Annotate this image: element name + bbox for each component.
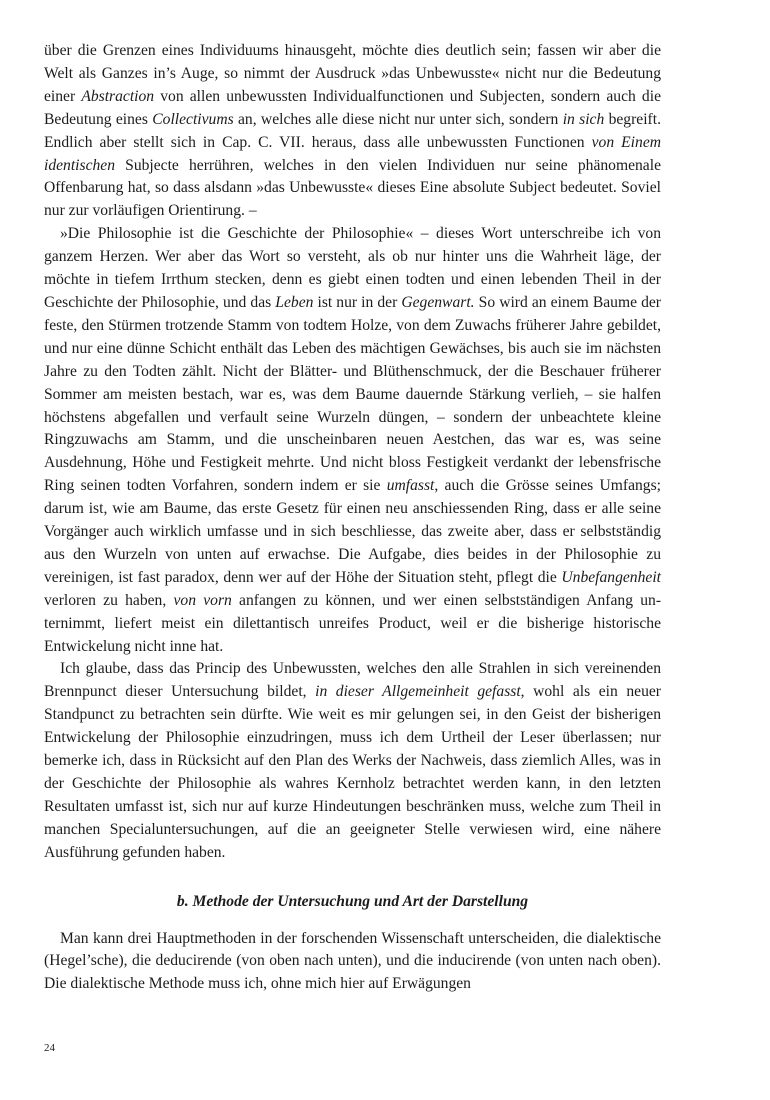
emphasized-text: in sich (562, 110, 605, 128)
text-run: Man kann drei Hauptmethoden in der forschenden Wissenschaft unterscheiden, die dialektische (Hegel’sche), die deducirende (von oben nach unten), und die inducirende (von unten nach oben). Die dialektische Methode muss ich, ohne mich hier auf Erwägungen (44, 929, 661, 993)
text-run: , wohl als ein neuer Standpunct zu betrachten sein dürfte. Wie weit es mir gelungen sei, in den Geist der bisherigen Entwickelung der Philosophie einzudringen, muss ich dem Urtheil der Leser überlassen; nur bemerke ich, dass in Rücksicht auf den Plan des Werks der Nachweis, dass ziemlich Alles, was in der Geschichte der Philosophie als wahres Kernholz betrachtet werden kann, in den letzten Resultaten umfasst ist, sich nur auf kurze Hindeutungen beschränken muss, welche zum Theil in manchen Specialuntersuchungen, auf die an geeigneter Stelle verwiesen wird, eine nähere Ausführung gefunden haben. (44, 683, 661, 861)
text-run: So wird an einem Baume der feste, den Stürmen trotzende Stamm von todtem Holze, von dem Zuwachs früherer Jahre gebildet, und nur eine dünne Schicht enthält das Leben des mächtigen Gewächses, bis auch sie im nächsten Jahre zu den Todten zählt. Nicht der Blätter- und Blüthenschmuck, der die Beschauer früherer Sommer am meisten bestach, war es, was dem Baume dauernde Stärkung verlieh, – sie halfen höchstens abgefallen und verfault seine Wurzeln düngen, – sondern der unbeachtete kleine Ringzuwachs am Stamm, und die unscheinbaren neuen Aestchen, das war es, was seine Ausdehnung, Höhe und Festigkeit mehrte. Und nicht bloss Festigkeit verdankt der lebensfrische Ring seinen todten Vorfahren, sondern indem er sie (44, 293, 661, 495)
page-number: 24 (44, 1042, 55, 1054)
text-run: über die Grenzen eines Individuums hinausgeht, möchte dies deutlich sein; fassen wir aber die Welt als Ganzes in’s Auge, so nimmt der Ausdruck »das Unbewusste« nicht nur die Bedeutung einer (44, 42, 661, 105)
emphasized-text: umfasst (386, 477, 435, 495)
section-heading: b. Methode der Untersuchung und Art der Darstellung (176, 892, 529, 910)
text-run: an, welches alle diese nicht nur unter sich, sondern (233, 110, 563, 128)
text-run: , auch die Grösse seines Umfangs; darum ist, wie am Baume, das erste Gesetz für einen neu anschiessenden Ring, dass er alle seine Vorgänger auch wirklich umfasse und in sich beschliesse, das zweite aber, dass er selbstständig aus den Wurzeln von unten auf erwachse. Die Aufgabe, dies beides in der Philosophie zu vereinigen, ist fast paradox, denn wer auf der Höhe der Situation steht, pflegt die (44, 477, 662, 586)
emphasized-text: Leben (275, 293, 314, 311)
emphasized-text: Unbefangenheit (561, 568, 661, 586)
book-page (44, 40, 661, 996)
text-run: »Die Philosophie ist die Geschichte der Philosophie« – dieses Wort unterschreibe ich von ganzem Herzen. Wer aber das Wort so versteht, als ob nur hinter uns die Wahrheit läge, der möchte in tiefem Irrthum stecken, denn es giebt einen todten und einen lebenden Theil in der Geschichte der Philosophie, und das (44, 225, 661, 311)
emphasized-text: von Einem identischen (44, 133, 661, 174)
body-paragraph (44, 223, 661, 658)
body-paragraph (44, 928, 661, 997)
text-run: Ich glaube, dass das Princip des Unbewussten, welches den alle Strahlen in sich vereinenden Brennpunct dieser Untersuchung bildet, (44, 660, 661, 701)
text-run: anfangen zu können, und wer einen selbstständigen Anfang unternimmt, liefert meist ein dilettantisch unreifes Product, weil er die bisherige historische Entwickelung nicht inne hat. (44, 591, 662, 655)
text-run: ist nur in der (313, 293, 402, 311)
text-run: von allen unbewussten Individualfunctionen und Subjecten, sondern auch die Bedeutung eines (44, 87, 661, 128)
text-run: verloren zu haben, (44, 591, 174, 609)
emphasized-text: in dieser Allgemeinheit gefasst (315, 683, 521, 701)
emphasized-text: Abstraction (81, 87, 155, 105)
text-run: begreift. Endlich aber stellt sich in Cap. C. VII. heraus, dass alle unbewussten Functionen (44, 110, 661, 151)
body-paragraph (44, 40, 661, 223)
emphasized-text: Gegenwart. (401, 293, 475, 311)
emphasized-text: Collectivums (152, 110, 234, 128)
body-paragraph (44, 658, 661, 864)
text-run: Subjecte herrühren, welches in den vielen Individuen nur seine phänomenale Offenbarung hat, so dass alsdann »das Unbewusste« dieses Eine absolute Subject bedeutet. Soviel nur zur vorläufigen Orientirung. – (44, 156, 661, 220)
emphasized-text: von vorn (173, 591, 232, 609)
